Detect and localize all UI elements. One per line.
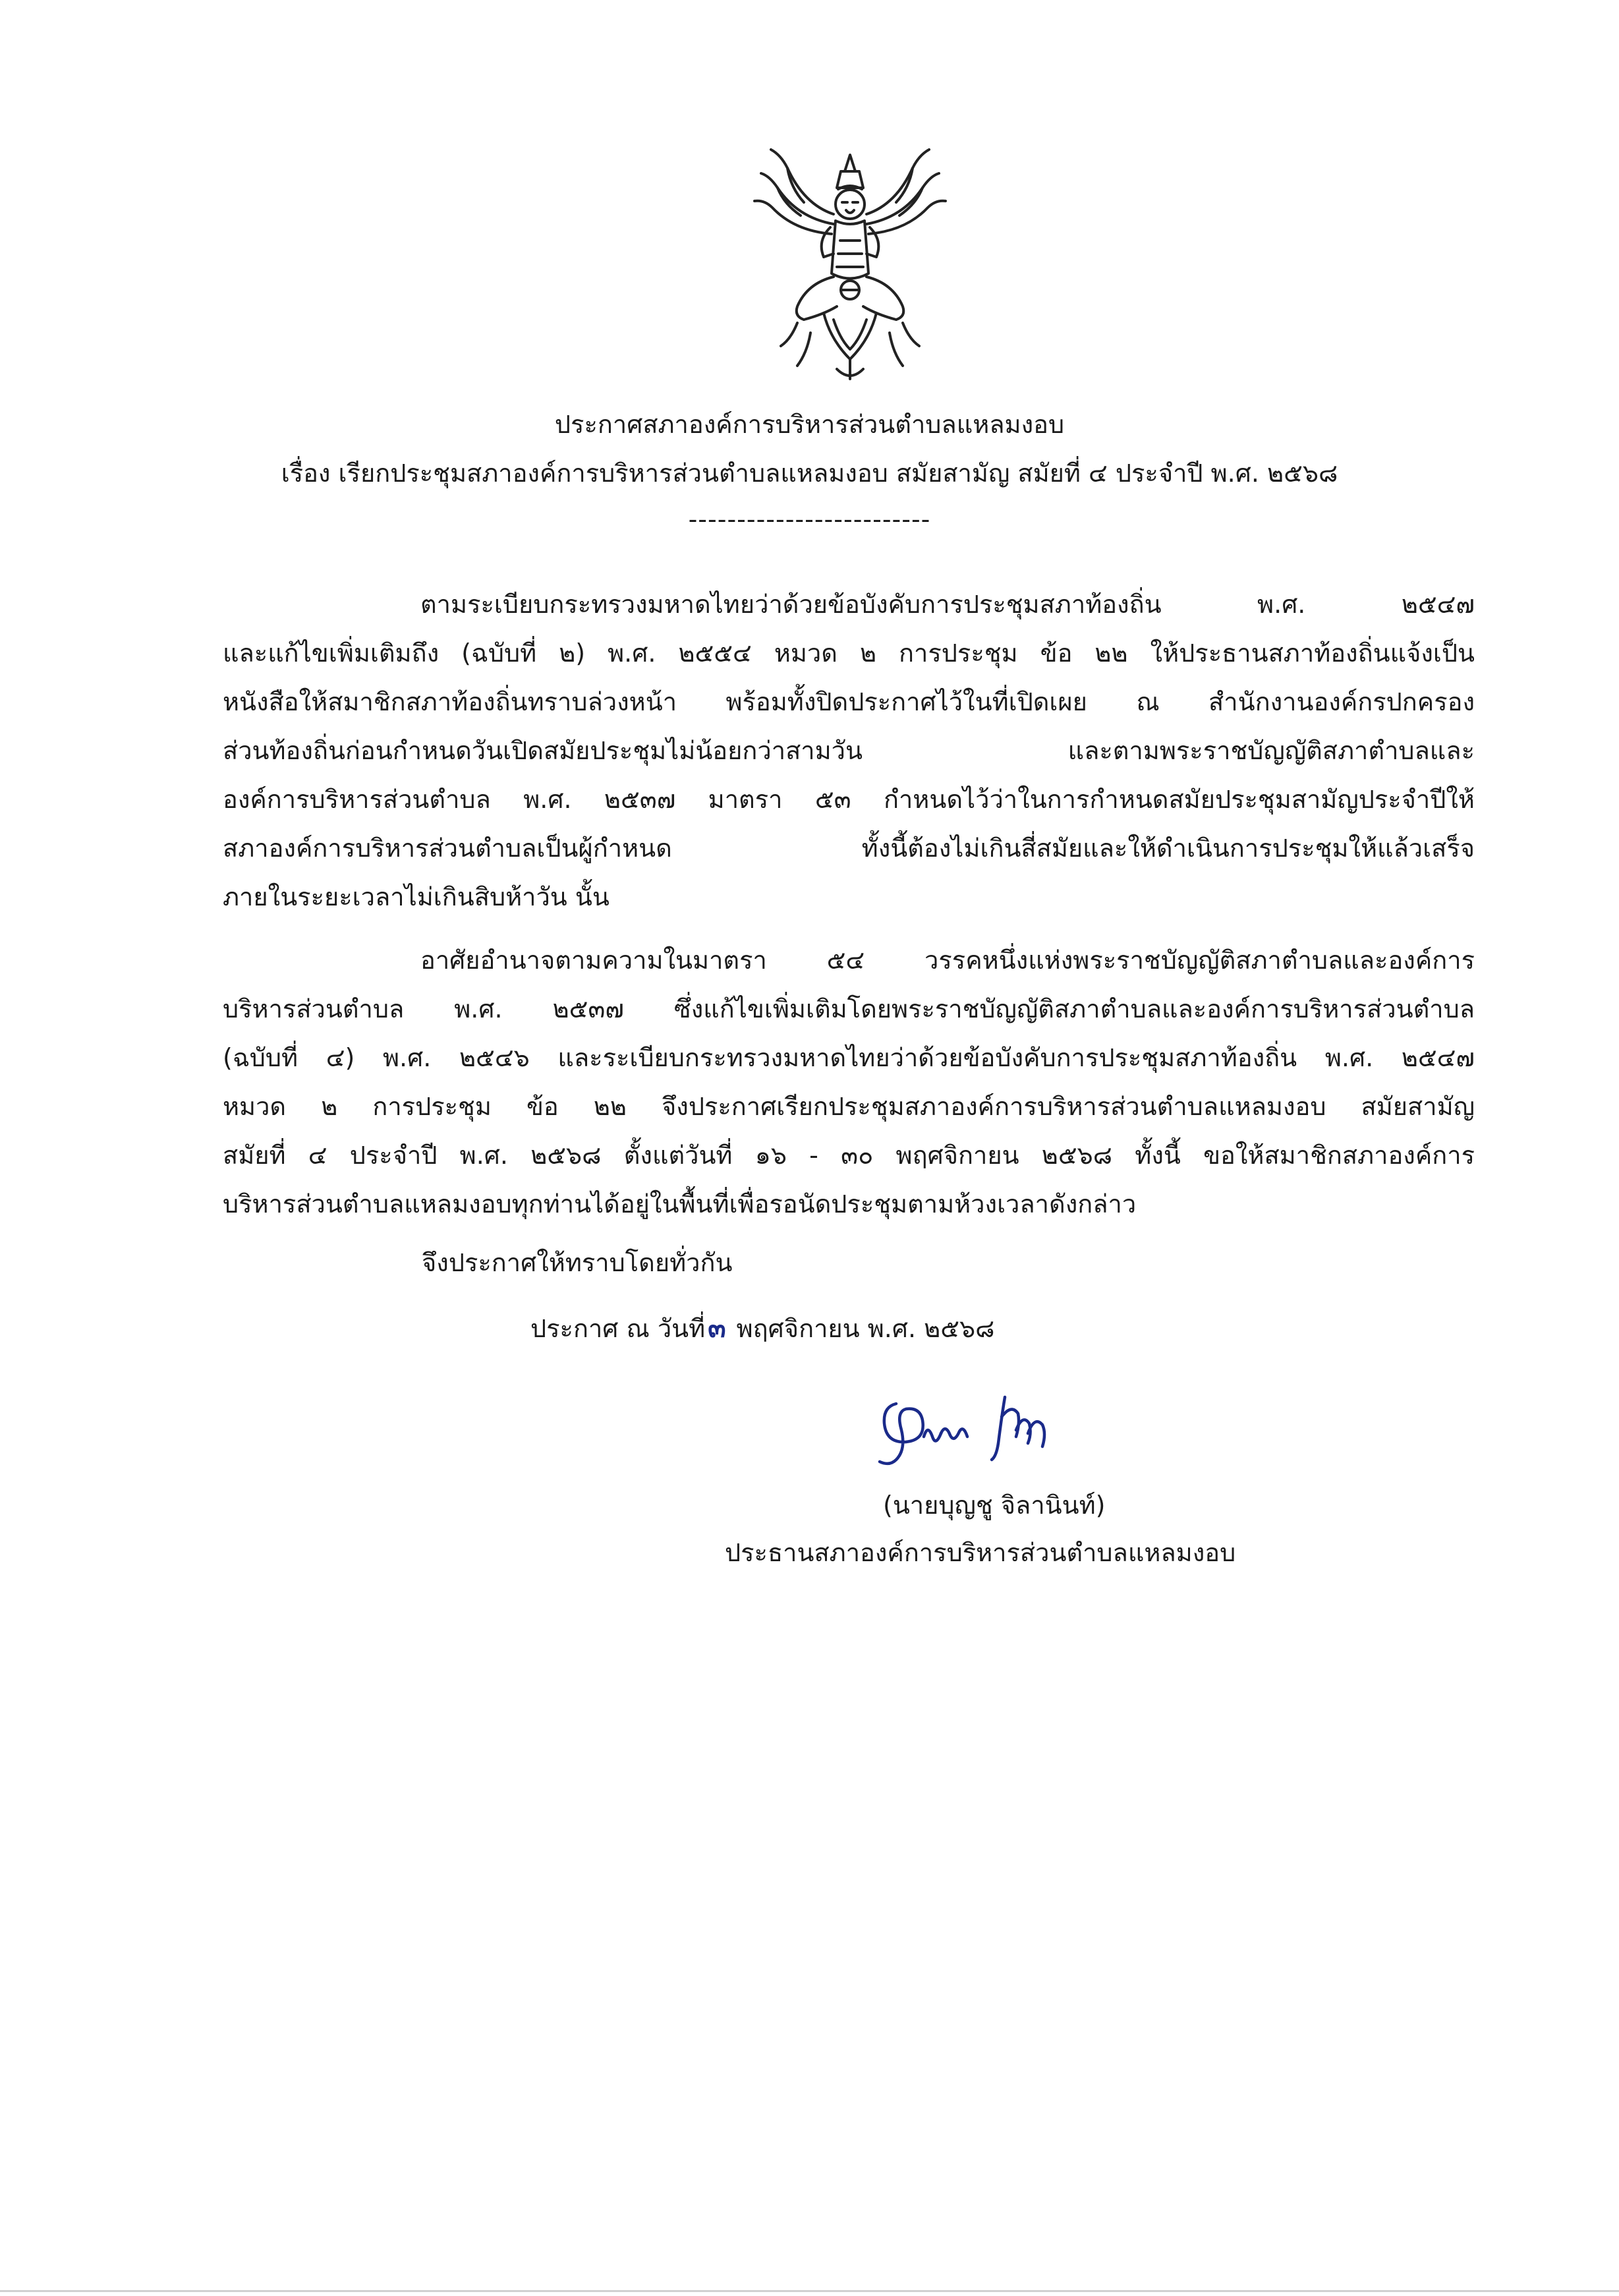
garuda-emblem-icon — [725, 142, 975, 392]
paragraph-line: ภายในระยะเวลาไม่เกินสิบห้าวัน นั้น — [223, 882, 610, 911]
paragraph-line: ตามระเบียบกระทรวงมหาดไทยว่าด้วยข้อบังคับการประชุมสภาท้องถิ่น พ.ศ. ๒๕๔๗ — [420, 590, 1475, 619]
paragraph-line: องค์การบริหารส่วนตำบล พ.ศ. ๒๕๓๗ มาตรา ๕๓ กำหนดไว้ว่าในการกำหนดสมัยประชุมสามัญประจำปีให้ — [223, 785, 1475, 814]
paragraph-line: บริหารส่วนตำบลแหลมงอบทุกท่านได้อยู่ในพื้นที่เพื่อรอนัดประชุมตามห้วงเวลาดังกล่าว — [223, 1190, 1137, 1219]
subject-divider: ------------------------- — [688, 505, 931, 534]
signer-position: ประธานสภาองค์การบริหารส่วนตำบลแหลมงอบ — [725, 1538, 1236, 1567]
paragraph-line: หนังสือให้สมาชิกสภาท้องถิ่นทราบล่วงหน้า พร้อมทั้งปิดประกาศไว้ในที่เปิดเผย ณ สำนักงานองค์กรปกครอง — [223, 687, 1475, 716]
paragraph-line: หมวด ๒ การประชุม ข้อ ๒๒ จึงประกาศเรียกประชุมสภาองค์การบริหารส่วนตำบลแหลมงอบ สมัยสามัญ — [223, 1092, 1475, 1121]
paragraph-line: (ฉบับที่ ๔) พ.ศ. ๒๕๔๖ และระเบียบกระทรวงมหาดไทยว่าด้วยข้อบังคับการประชุมสภาท้องถิ่น พ.ศ. ๒๕๔๗ — [223, 1043, 1475, 1072]
paragraph-authority — [223, 936, 1475, 1228]
paragraph-line: และแก้ไขเพิ่มเติมถึง (ฉบับที่ ๒) พ.ศ. ๒๕๕๔ หมวด ๒ การประชุม ข้อ ๒๒ ให้ประธานสภาท้องถิ่นแจ้งเป็น — [223, 639, 1475, 668]
handwritten-signature — [870, 1377, 1087, 1476]
document-title: ประกาศสภาองค์การบริหารส่วนตำบลแหลมงอบ — [554, 410, 1065, 439]
paragraph-line: บริหารส่วนตำบล พ.ศ. ๒๕๓๗ ซึ่งแก้ไขเพิ่มเติมโดยพระราชบัญญัติสภาตำบลและองค์การบริหารส่วนตำบล — [223, 994, 1475, 1023]
date-prefix: ประกาศ ณ วันที่ — [530, 1314, 706, 1343]
paragraph-line: ส่วนท้องถิ่นก่อนกำหนดวันเปิดสมัยประชุมไม่น้อยกว่าสามวัน และตามพระราชบัญญัติสภาตำบลและ — [223, 736, 1475, 765]
paragraph-line: สมัยที่ ๔ ประจำปี พ.ศ. ๒๕๖๘ ตั้งแต่วันที่ ๑๖ - ๓๐ พฤศจิกายน ๒๕๖๘ ทั้งนี้ ขอให้สมาชิกสภาองค์การ — [223, 1141, 1475, 1170]
date-suffix: พฤศจิกายน พ.ศ. ๒๕๖๘ — [736, 1314, 995, 1343]
paragraph-line: สภาองค์การบริหารส่วนตำบลเป็นผู้กำหนด ทั้งนี้ต้องไม่เกินสี่สมัยและให้ดำเนินการประชุมให้แล้วเสร็จ — [223, 834, 1475, 863]
paragraph-regulation — [223, 580, 1475, 921]
document-subject: เรื่อง เรียกประชุมสภาองค์การบริหารส่วนตำบลแหลมงอบ สมัยสามัญ สมัยที่ ๔ ประจำปี พ.ศ. ๒๕๖๘ — [281, 459, 1338, 488]
signer-name: (นายบุญชู จิลานินท์) — [883, 1491, 1106, 1520]
paragraph-line: อาศัยอำนาจตามความในมาตรา ๕๔ วรรคหนึ่งแห่งพระราชบัญญัติสภาตำบลและองค์การ — [420, 946, 1475, 975]
scan-edge-divider — [0, 2290, 1619, 2292]
date-day-handwritten: ๓ — [708, 1313, 726, 1344]
announcement-date — [530, 1311, 994, 1346]
announcement-closing: จึงประกาศให้ทราบโดยทั่วกัน — [422, 1248, 733, 1277]
